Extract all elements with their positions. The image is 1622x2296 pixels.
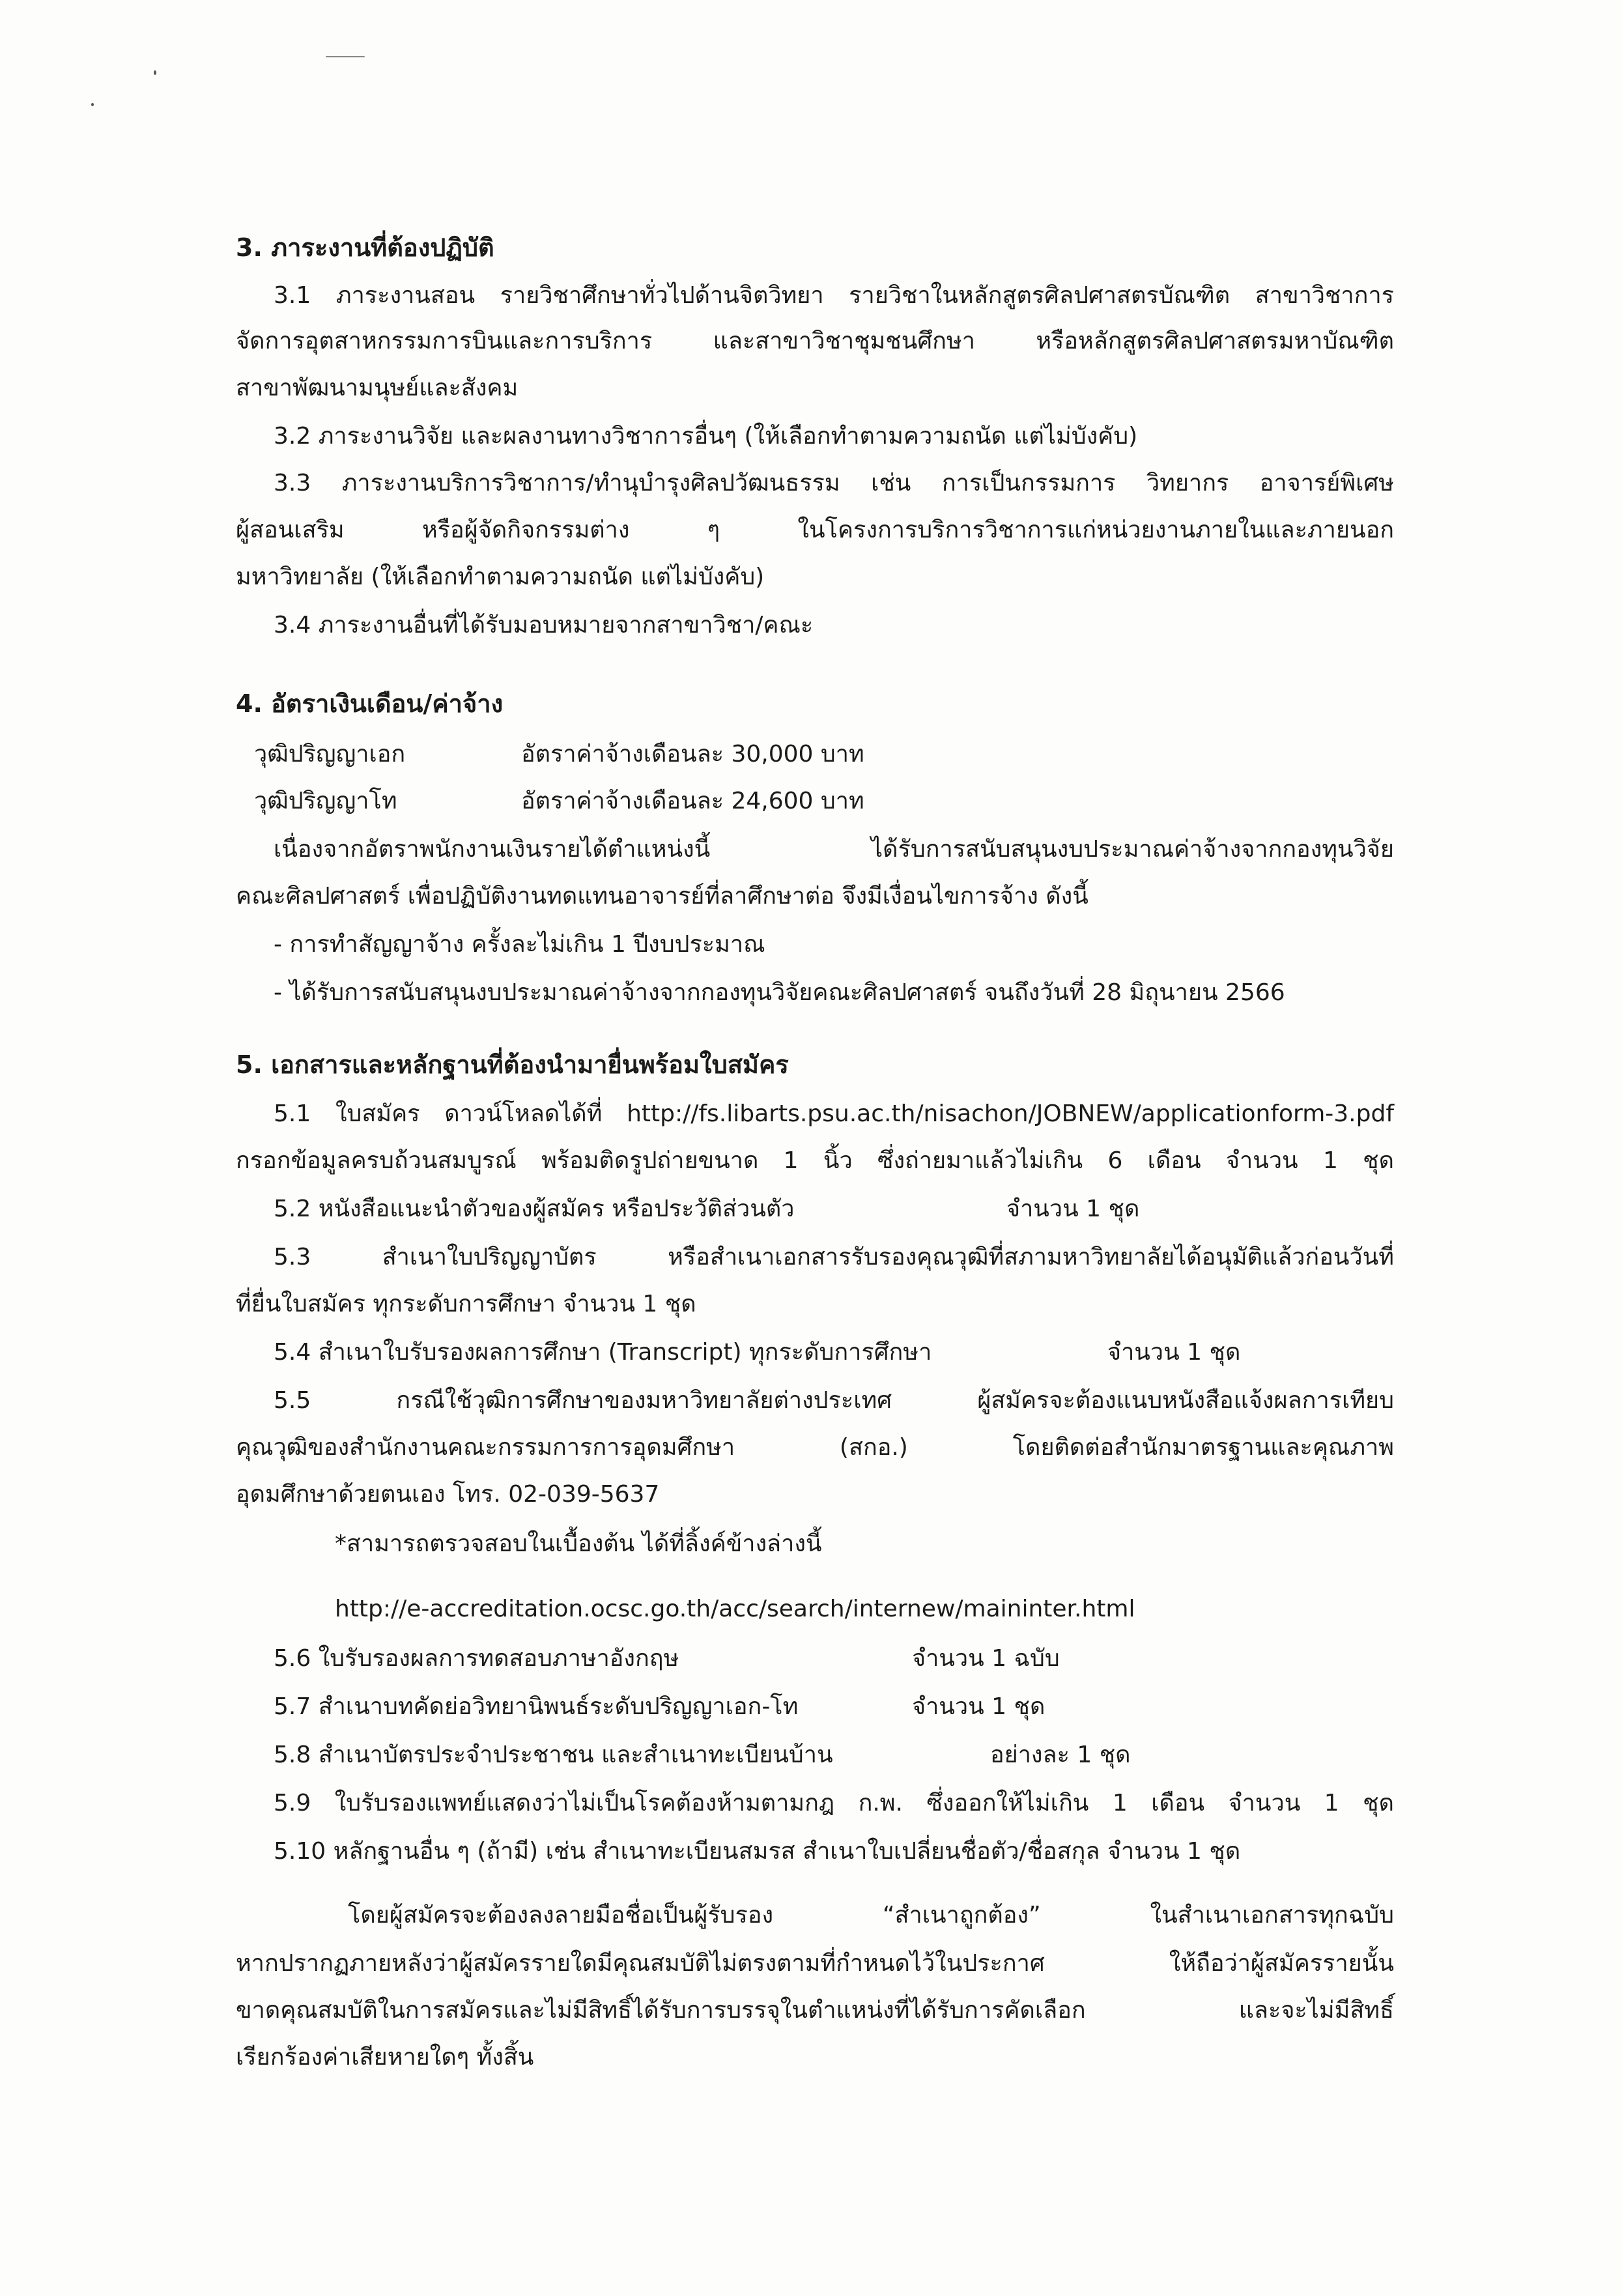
section5-heading: 5. เอกสารและหลักฐานที่ต้องนำมายื่นพร้อมใบสมัคร [236,1050,789,1079]
doc-item-5-3-cont: ที่ยื่นใบสมัคร ทุกระดับการศึกษา จำนวน 1 ชุด [236,1291,696,1317]
doc-item-5-4: 5.4 สำเนาใบรับรองผลการศึกษา (Transcript) ทุกระดับการศึกษา [274,1339,932,1366]
doc-item-5-1: 5.1 ใบสมัคร ดาวน์โหลดได้ที่ http://fs.libarts.psu.ac.th/nisachon/JOBNEW/applicationform-3.pdf [274,1100,1394,1127]
section3-heading: 3. ภาระงานที่ต้องปฏิบัติ [236,233,494,262]
section3-line: 3.2 ภาระงานวิจัย และผลงานทางวิชาการอื่นๆ (ให้เลือกทำตามความถนัด แต่ไม่บังคับ) [274,423,1138,450]
doc-item-5-7: 5.7 สำเนาบทคัดย่อวิทยานิพนธ์ระดับปริญญาเอก-โท [274,1693,799,1720]
accreditation-link[interactable]: http://e-accreditation.ocsc.go.th/acc/search/internew/maininter.html [335,1596,1135,1622]
section3-line: สาขาพัฒนามนุษย์และสังคม [236,375,519,401]
scan-speck [326,56,365,57]
doc-item-5-3: 5.3 สำเนาใบปริญญาบัตร หรือสำเนาเอกสารรับรองคุณวุฒิที่สภามหาวิทยาลัยได้อนุมัติแล้วก่อนวันที่ [274,1244,1394,1270]
section3-line: 3.3 ภาระงานบริการวิชาการ/ทำนุบำรุงศิลปวัฒนธรรม เช่น การเป็นกรรมการ วิทยากร อาจารย์พิเศษ [274,470,1394,496]
closing-line: ขาดคุณสมบัติในการสมัครและไม่มีสิทธิ์ได้รับการบรรจุในตำแหน่งที่ได้รับการคัดเลือก และจะไม่มีสิทธิ์ [236,1997,1394,2024]
doc-item-5-6: 5.6 ใบรับรองผลการทดสอบภาษาอังกฤษ [274,1645,679,1672]
section3-line: 3.1 ภาระงานสอน รายวิชาศึกษาทั่วไปด้านจิตวิทยา รายวิชาในหลักสูตรศิลปศาสตรบัณฑิต สาขาวิชาการ [274,282,1394,309]
scan-speck [91,103,94,106]
phd-label: วุฒิปริญญาเอก [254,741,406,768]
section3-line: มหาวิทยาลัย (ให้เลือกทำตามความถนัด แต่ไม่บังคับ) [236,564,765,590]
section4-heading: 4. อัตราเงินเดือน/ค่าจ้าง [236,689,504,718]
condition-bullet: - การทำสัญญาจ้าง ครั้งละไม่เกิน 1 ปีงบประมาณ [274,931,765,958]
doc-item-5-10: 5.10 หลักฐานอื่น ๆ (ถ้ามี) เช่น สำเนาทะเบียนสมรส สำเนาใบเปลี่ยนชื่อตัว/ชื่อสกุล จำนวน 1 ชุด [274,1838,1241,1865]
section3-line: จัดการอุตสาหกรรมการบินและการบริการ และสาขาวิชาชุมชนศึกษา หรือหลักสูตรศิลปศาสตรมหาบัณฑิต [236,328,1394,354]
doc-item-5-5-cont: คุณวุฒิของสำนักงานคณะกรรมการการอุดมศึกษา (สกอ.) โดยติดต่อสำนักมาตรฐานและคุณภาพ [236,1434,1394,1461]
doc-item-5-9: 5.9 ใบรับรองแพทย์แสดงว่าไม่เป็นโรคต้องห้ามตามกฎ ก.พ. ซึ่งออกให้ไม่เกิน 1 เดือน จำนวน 1 ชุด [274,1790,1394,1816]
condition-bullet: - ได้รับการสนับสนุนงบประมาณค่าจ้างจากกองทุนวิจัยคณะศิลปศาสตร์ จนถึงวันที่ 28 มิถุนายน 2566 [274,979,1285,1006]
doc-item-5-2: 5.2 หนังสือแนะนำตัวของผู้สมัคร หรือประวัติส่วนตัว [274,1196,795,1222]
doc-item-5-7-qty: จำนวน 1 ชุด [912,1693,1046,1720]
doc-item-5-6-qty: จำนวน 1 ฉบับ [912,1645,1060,1672]
scan-speck [154,70,156,75]
doc-item-5-4-qty: จำนวน 1 ชุด [1107,1339,1241,1366]
doc-item-5-5-cont: อุดมศึกษาด้วยตนเอง โทร. 02-039-5637 [236,1481,660,1508]
ms-rate: อัตราค่าจ้างเดือนละ 24,600 บาท [521,788,864,814]
section3-line: ผู้สอนเสริม หรือผู้จัดกิจกรรมต่าง ๆ ในโครงการบริการวิชาการแก่หน่วยงานภายในและภายนอก [236,517,1394,543]
doc-item-5-1-cont: กรอกข้อมูลครบถ้วนสมบูรณ์ พร้อมติดรูปถ่ายขนาด 1 นิ้ว ซึ่งถ่ายมาแล้วไม่เกิน 6 เดือน จำนวน 1 ชุด [236,1147,1394,1174]
doc-item-5-5: 5.5 กรณีใช้วุฒิการศึกษาของมหาวิทยาลัยต่างประเทศ ผู้สมัครจะต้องแนบหนังสือแจ้งผลการเทียบ [274,1387,1394,1414]
doc-item-5-2-qty: จำนวน 1 ชุด [1006,1196,1140,1222]
phd-rate: อัตราค่าจ้างเดือนละ 30,000 บาท [521,741,864,768]
closing-line: เรียกร้องค่าเสียหายใดๆ ทั้งสิ้น [236,2044,534,2071]
closing-line: โดยผู้สมัครจะต้องลงลายมือชื่อเป็นผู้รับรอง “สำเนาถูกต้อง” ในสำเนาเอกสารทุกฉบับ [348,1902,1394,1929]
doc-item-5-5-note: *สามารถตรวจสอบในเบื้องต้น ได้ที่ลิ้งค์ข้างล่างนี้ [335,1530,822,1557]
doc-item-5-8: 5.8 สำเนาบัตรประจำประชาชน และสำเนาทะเบียนบ้าน [274,1742,833,1768]
section3-line: 3.4 ภาระงานอื่นที่ได้รับมอบหมายจากสาขาวิชา/คณะ [274,612,814,639]
doc-item-5-8-qty: อย่างละ 1 ชุด [990,1742,1131,1768]
ms-label: วุฒิปริญญาโท [254,788,397,814]
closing-line: หากปรากฏภายหลังว่าผู้สมัครรายใดมีคุณสมบัติไม่ตรงตามที่กำหนดไว้ในประกาศ ให้ถือว่าผู้สมัครรายนั้น [236,1950,1394,1977]
section4-line: คณะศิลปศาสตร์ เพื่อปฏิบัติงานทดแทนอาจารย์ที่ลาศึกษาต่อ จึงมีเงื่อนไขการจ้าง ดังนี้ [236,883,1088,910]
section4-line: เนื่องจากอัตราพนักงานเงินรายได้ตำแหน่งนี้ ได้รับการสนับสนุนงบประมาณค่าจ้างจากกองทุนวิจัย [274,836,1394,863]
